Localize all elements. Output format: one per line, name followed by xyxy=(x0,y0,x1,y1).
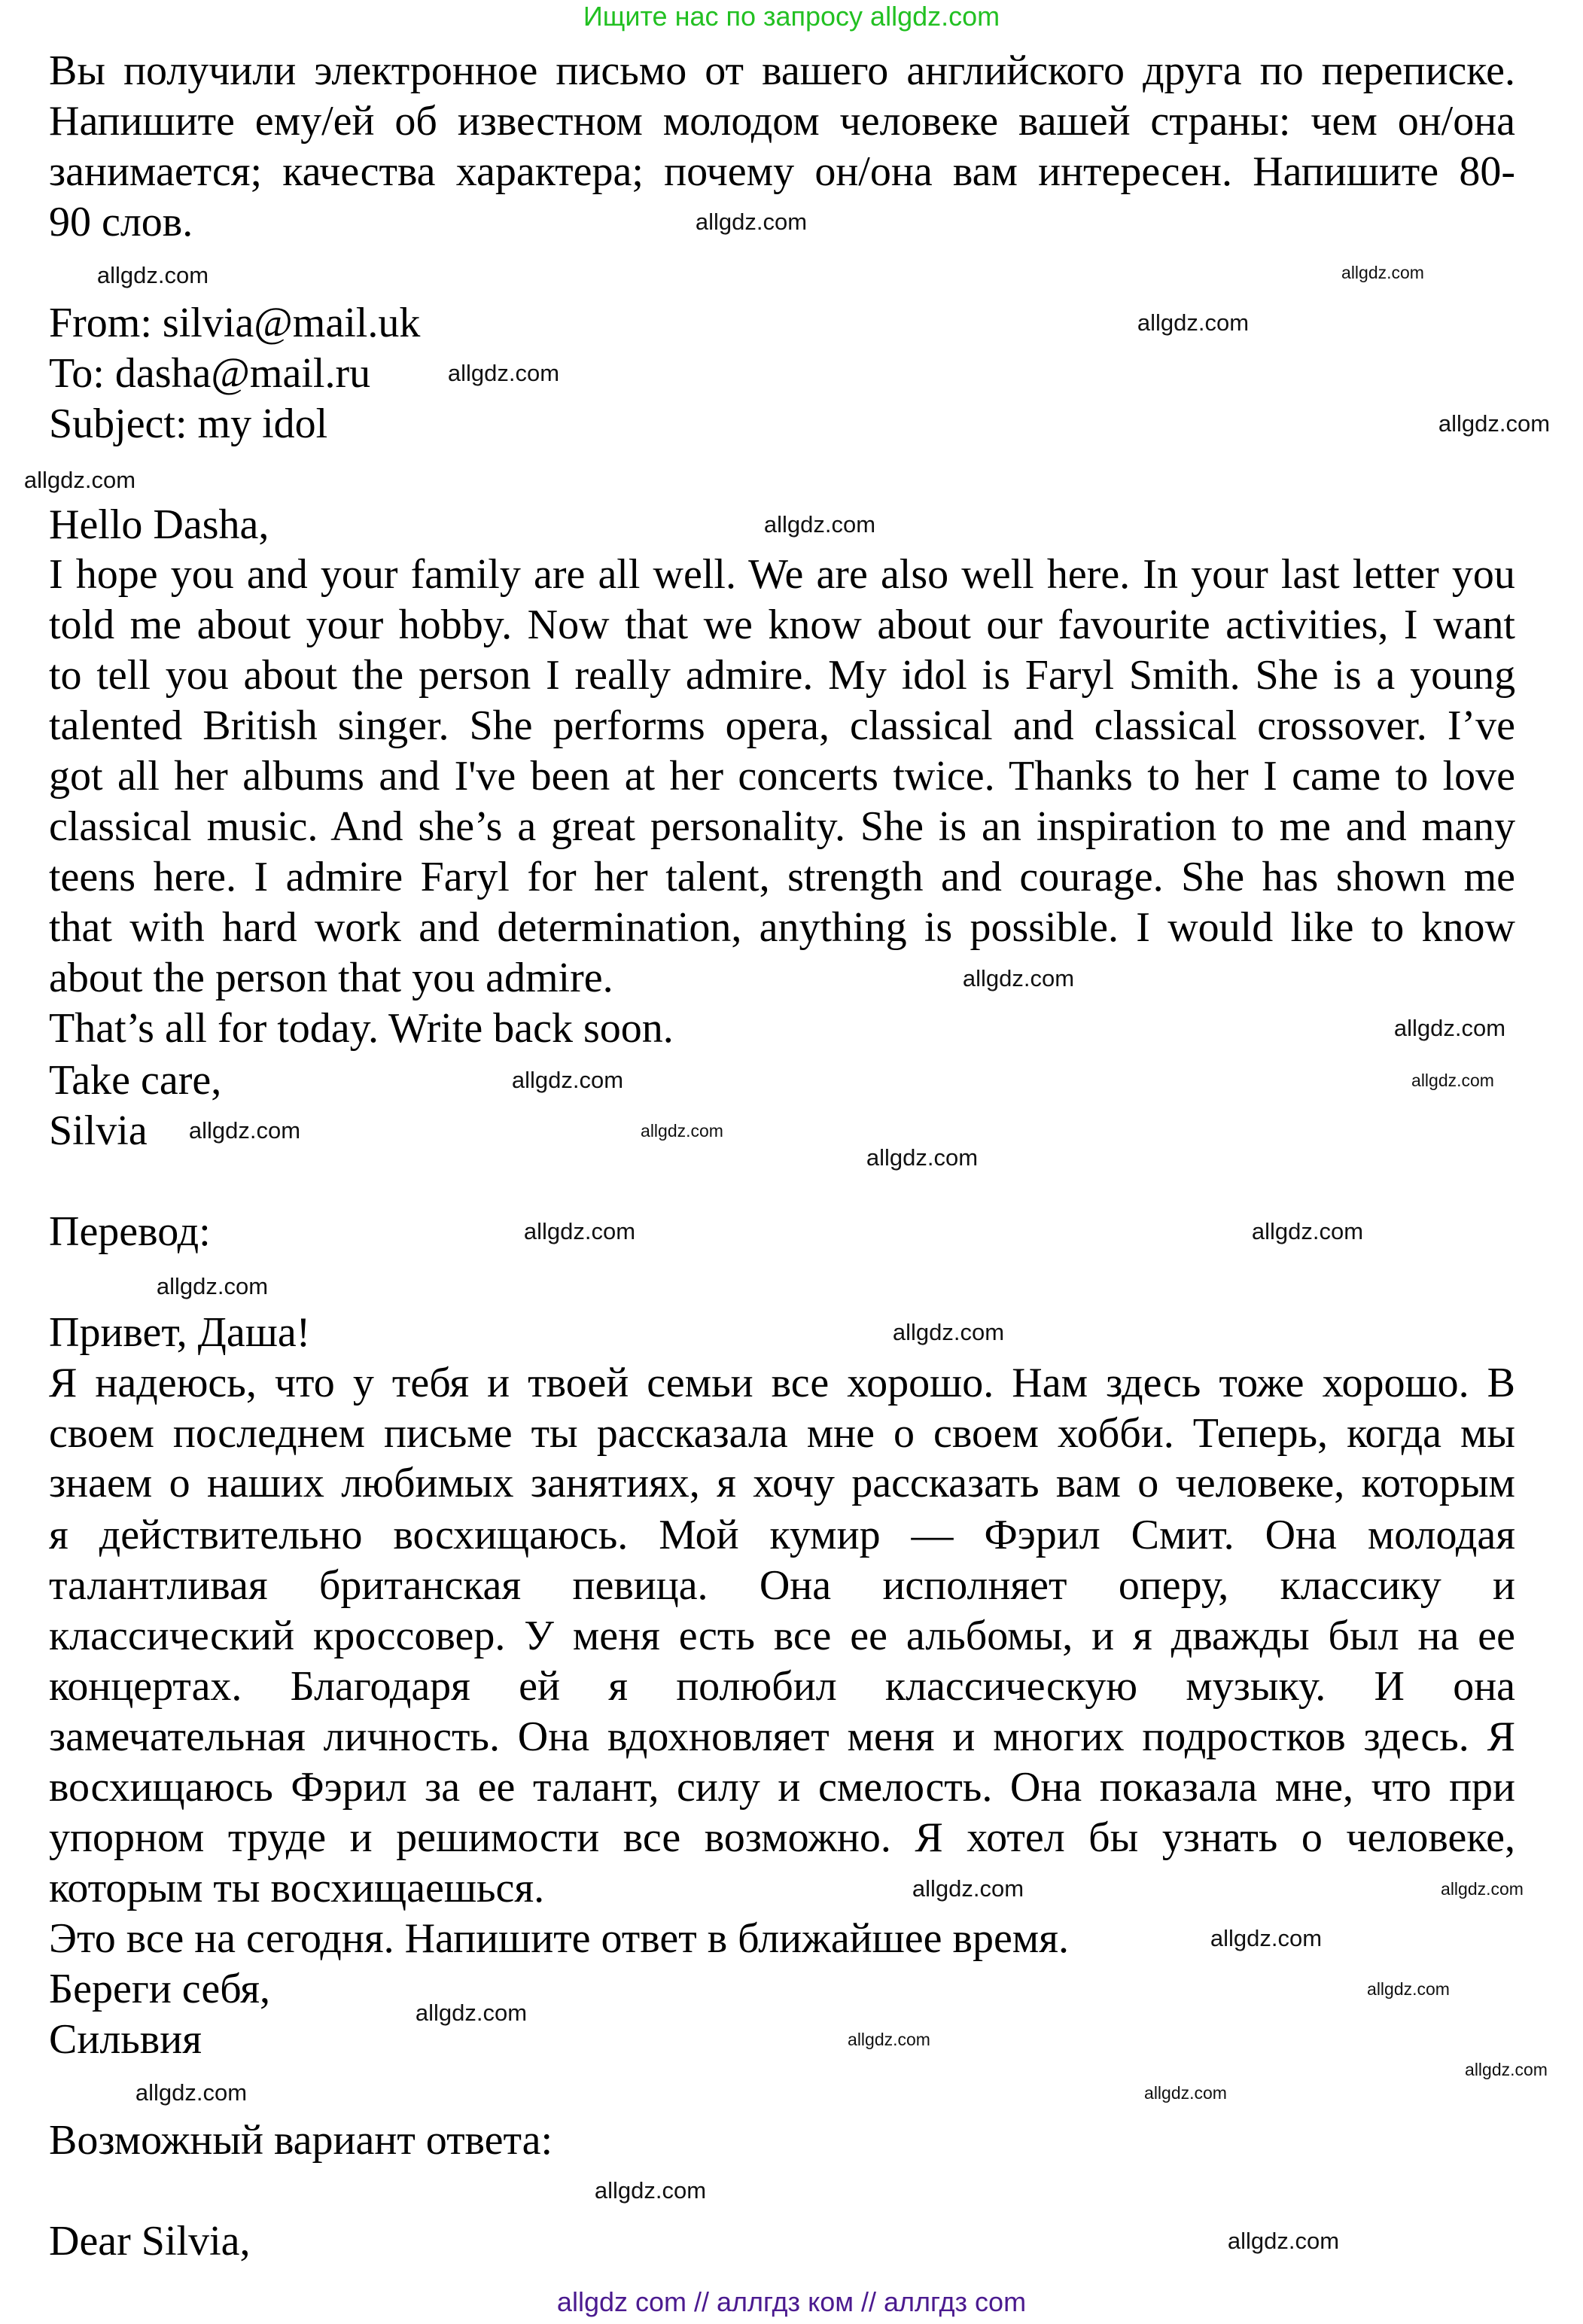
letter-greeting: Hello Dasha, xyxy=(49,501,269,548)
watermark-text: allgdz.com xyxy=(912,1875,1024,1902)
translation-signature: Сильвия xyxy=(49,2016,202,2063)
watermark-text: allgdz.com xyxy=(23,467,136,493)
task-line: занимается; качества характера; почему он/она вам интересен. Напишите 80- xyxy=(49,148,1515,195)
watermark-text: allgdz.com xyxy=(763,511,876,538)
watermark-text: allgdz.com xyxy=(1210,1925,1323,1951)
watermark-text: allgdz.com xyxy=(1367,1979,1450,1999)
letter-line: talented British singer. She performs opera, classical and classical crossover. I’ve xyxy=(49,702,1515,749)
watermark-text: allgdz.com xyxy=(188,1117,301,1144)
email-from: From: silvia@mail.uk xyxy=(49,300,421,346)
translation-line: знаем о наших любимых занятиях, я хочу рассказать вам о человеке, которым xyxy=(49,1460,1515,1506)
letter-line: got all her albums and I've been at her concerts twice. Thanks to her I came to love xyxy=(49,753,1515,800)
translation-closing: Это все на сегодня. Напишите ответ в ближайшее время. xyxy=(49,1915,1069,1962)
task-line: Вы получили электронное письмо от вашего английского друга по переписке. xyxy=(49,47,1515,94)
watermark-text: allgdz.com xyxy=(1341,263,1424,282)
letter-line: teens here. I admire Faryl for her talent, strength and courage. She has shown me xyxy=(49,854,1516,900)
watermark-text: allgdz.com xyxy=(866,1144,979,1171)
watermark-text: allgdz.com xyxy=(1411,1071,1494,1090)
watermark-text: allgdz.com xyxy=(523,1218,636,1244)
translation-line: упорном труде и решимости все возможно. Я хотел бы узнать о человеке, xyxy=(49,1814,1515,1861)
watermark-text: allgdz.com xyxy=(1465,2060,1548,2079)
letter-line: about the person that you admire. xyxy=(49,955,613,1001)
translation-line: которым ты восхищаешься. xyxy=(49,1865,545,1911)
letter-line: I hope you and your family are all well. We are also well here. In your last letter you xyxy=(49,551,1515,598)
translation-line: концертах. Благодаря ей я полюбил классическую музыку. И она xyxy=(49,1663,1516,1710)
email-subject: Subject: my idol xyxy=(49,401,328,447)
watermark-text: allgdz.com xyxy=(135,2079,248,2106)
translation-heading: Перевод: xyxy=(49,1208,211,1255)
translation-line: я действительно восхищаюсь. Мой кумир — Фэрил Смит. Она молодая xyxy=(49,1512,1515,1558)
letter-sign-off: Take care, xyxy=(49,1057,222,1104)
watermark-text: allgdz.com xyxy=(511,1067,624,1093)
watermark-text: allgdz.com xyxy=(1393,1015,1506,1041)
footer-banner[interactable]: allgdz com // аллгдз ком // аллгдз com xyxy=(556,2286,1027,2317)
translation-line: талантливая британская певица. Она исполняет оперу, классику и xyxy=(49,1562,1516,1609)
answer-greeting: Dear Silvia, xyxy=(49,2218,251,2265)
translation-greeting: Привет, Даша! xyxy=(49,1309,311,1356)
letter-line: that with hard work and determination, anything is possible. I would like to know xyxy=(49,904,1516,951)
translation-line: классический кроссовер. У меня есть все ее альбомы, и я дважды был на ее xyxy=(49,1613,1515,1659)
watermark-text: allgdz.com xyxy=(156,1273,269,1299)
letter-signature: Silvia xyxy=(49,1107,148,1154)
task-line: Напишите ему/ей об известном молодом человеке вашей страны: чем он/она xyxy=(49,98,1516,145)
letter-line: classical music. And she’s a great personality. She is an inspiration to me and many xyxy=(49,803,1516,850)
watermark-text: allgdz.com xyxy=(1441,1879,1524,1899)
watermark-text: allgdz.com xyxy=(641,1121,723,1141)
translation-line: восхищаюсь Фэрил за ее талант, силу и смелость. Она показала мне, что при xyxy=(49,1764,1516,1811)
translation-line: Я надеюсь, что у тебя и твоей семьи все хорошо. Нам здесь тоже хорошо. В xyxy=(49,1360,1515,1406)
watermark-text: allgdz.com xyxy=(415,2000,528,2026)
watermark-text: allgdz.com xyxy=(96,262,209,288)
letter-line: to tell you about the person I really admire. My idol is Faryl Smith. She is a young xyxy=(49,652,1516,699)
translation-line: замечательная личность. Она вдохновляет меня и многих подростков здесь. Я xyxy=(49,1713,1515,1760)
watermark-text: allgdz.com xyxy=(1227,2228,1340,2254)
watermark-text: allgdz.com xyxy=(1438,410,1551,437)
letter-line: told me about your hobby. Now that we know about our favourite activities, I want xyxy=(49,602,1515,648)
watermark-text: allgdz.com xyxy=(892,1319,1005,1345)
letter-closing: That’s all for today. Write back soon. xyxy=(49,1005,674,1052)
watermark-text: allgdz.com xyxy=(848,2030,930,2049)
translation-line: своем последнем письме ты рассказала мне о своем хобби. Теперь, когда мы xyxy=(49,1410,1516,1457)
watermark-text: allgdz.com xyxy=(594,2177,707,2204)
answer-heading: Возможный вариант ответа: xyxy=(49,2117,553,2164)
watermark-text: allgdz.com xyxy=(695,209,808,235)
header-banner[interactable]: Ищите нас по запросу allgdz.com xyxy=(583,1,1000,32)
watermark-text: allgdz.com xyxy=(962,965,1075,991)
task-line: 90 слов. xyxy=(49,199,193,245)
watermark-text: allgdz.com xyxy=(447,360,560,386)
watermark-text: allgdz.com xyxy=(1137,309,1250,336)
translation-sign-off: Береги себя, xyxy=(49,1966,271,2012)
watermark-text: allgdz.com xyxy=(1251,1218,1364,1244)
watermark-text: allgdz.com xyxy=(1144,2083,1227,2103)
email-to: To: dasha@mail.ru xyxy=(49,350,371,397)
